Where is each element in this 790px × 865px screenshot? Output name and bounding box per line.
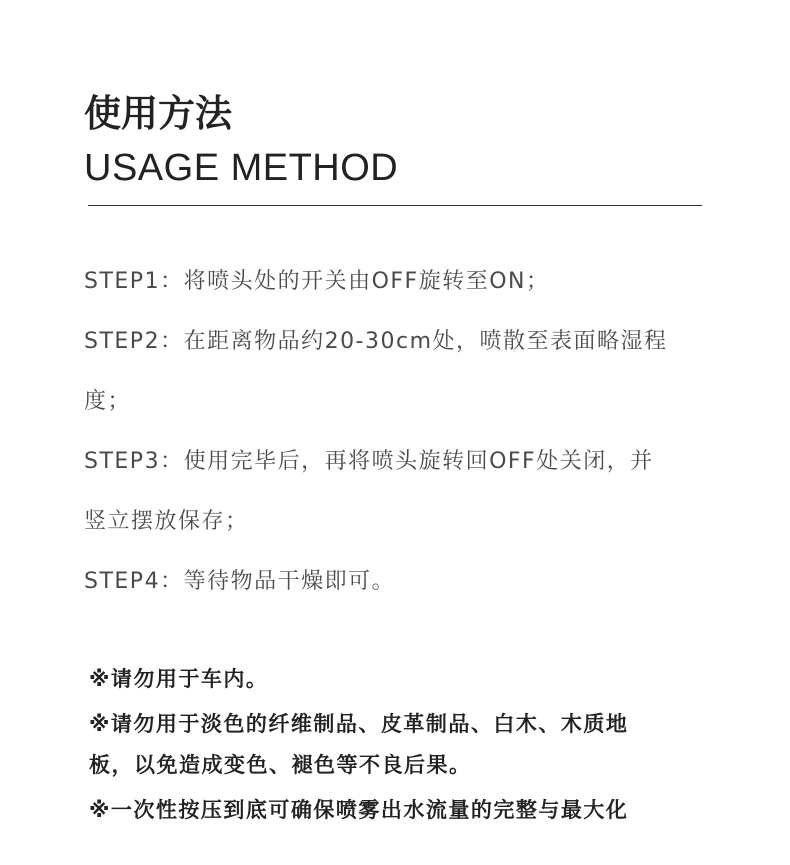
step-4-line-1: STEP4：等待物品干燥即可。 bbox=[84, 569, 396, 594]
usage-steps-list bbox=[84, 252, 724, 612]
page-title-en: USAGE METHOD bbox=[84, 147, 399, 189]
caution-notes-list bbox=[89, 659, 729, 831]
note-2-line-2: 板，以免造成变色、褪色等不良后果。 bbox=[89, 753, 472, 777]
note-1-line-1: ※请勿用于车内。 bbox=[89, 667, 269, 691]
step-3-line-1: STEP3：使用完毕后，再将喷头旋转回OFF处关闭，并 bbox=[84, 449, 654, 474]
step-2-line-2: 度； bbox=[84, 389, 132, 414]
note-2-line-1: ※请勿用于淡色的纤维制品、皮革制品、白木、木质地 bbox=[89, 712, 629, 736]
page-title-cn: 使用方法 bbox=[84, 92, 232, 135]
note-3-line-1: ※一次性按压到底可确保喷雾出水流量的完整与最大化 bbox=[89, 798, 629, 822]
step-3-line-2: 竖立摆放保存； bbox=[84, 509, 249, 534]
step-1-line-1: STEP1：将喷头处的开关由OFF旋转至ON； bbox=[84, 269, 550, 294]
title-divider bbox=[88, 205, 702, 206]
step-2-line-1: STEP2：在距离物品约20-30cm处，喷散至表面略湿程 bbox=[84, 329, 668, 354]
